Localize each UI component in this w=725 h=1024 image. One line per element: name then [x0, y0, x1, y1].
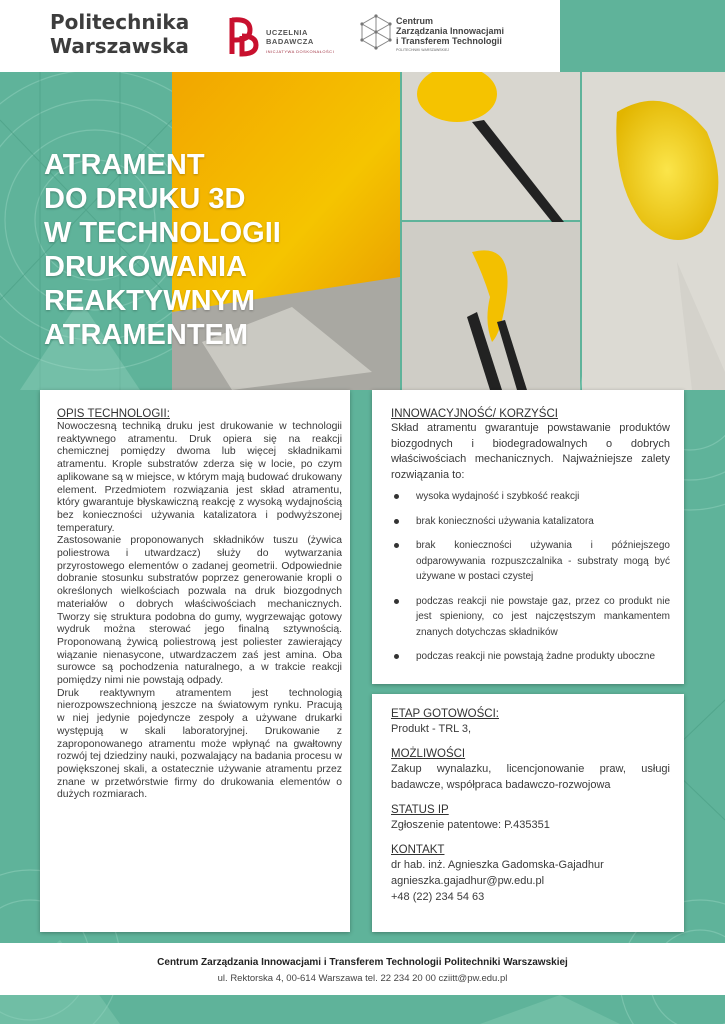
bullet-icon	[394, 654, 399, 659]
kontakt-phone[interactable]: +48 (22) 234 54 63	[391, 891, 485, 903]
politechnika-logo	[50, 10, 189, 58]
centrum-logo	[360, 14, 560, 62]
politechnika-logo-line2: Warszawska	[50, 34, 189, 58]
innowacyjnosc-intro: Skład atramentu gwarantuje powstawanie produktów biozgodnych i biodegradowalnych o dobrych właściwościach mechanicznych. Najważniejsze zalety rozwiązania to:	[391, 422, 670, 481]
innowacyjnosc-card	[372, 390, 684, 684]
title-line: REAKTYWNYM	[44, 285, 256, 317]
bullet-icon	[394, 519, 399, 524]
etap-text: Produkt - TRL 3,	[391, 723, 472, 735]
cz-line3: i Transferem Technologii	[396, 36, 502, 46]
cz-line1: Centrum	[396, 16, 434, 26]
bullet-icon	[394, 494, 399, 499]
network-icon	[360, 14, 392, 50]
details-card	[372, 694, 684, 932]
footer-address: ul. Rektorska 4, 00-614 Warszawa tel. 22 234 20 00 cziitt@pw.edu.pl	[217, 973, 508, 984]
cz-line2: Zarządzania Innowacjami	[396, 26, 505, 36]
footer	[0, 943, 725, 995]
ub-line1: UCZELNIA	[266, 28, 308, 37]
innowacyjnosc-heading: INNOWACYJNOŚĆ/ KORZYŚCI	[391, 408, 558, 420]
benefit-text: brak konieczności używania i późniejszego odparowywania rozpuszczalnika - substraty mogą być używane w postaci czystej	[416, 540, 670, 582]
kontakt-name: dr hab. inż. Agnieszka Gadomska-Gajadhur	[391, 859, 604, 871]
opis-heading: OPIS TECHNOLOGII:	[57, 408, 170, 420]
benefit-text: podczas reakcji nie powstaje gaz, przez co produkt nie jest spieniony, co jest najczęstszym mankamentem znanych dotychczas składników	[416, 595, 670, 638]
title-line: ATRAMENT	[44, 149, 205, 181]
mozliwosci-heading: MOŻLIWOŚCI	[391, 748, 466, 760]
etap-heading: ETAP GOTOWOŚCI:	[391, 708, 499, 720]
kontakt-heading: KONTAKT	[391, 844, 445, 856]
politechnika-logo-line1: Politechnika	[50, 10, 190, 34]
title-line: DO DRUKU 3D	[44, 183, 246, 215]
status-text: Zgłoszenie patentowe: P.435351	[391, 819, 550, 831]
title-line: ATRAMENTEM	[44, 319, 249, 351]
benefit-text: brak konieczności używania katalizatora	[416, 515, 594, 527]
list-item	[391, 489, 670, 505]
opis-paragraph: Zastosowanie proponowanych składników tuszu (żywica poliestrowa i utwardzacz) służy do wytwarzania przyrostowego elementów o zadanej geometrii. Odpowiednie dobranie stosunku substratów poprzez generowanie kropli o określonych wielkościach pozwala na druk biozgodnych materiałów o dobrych właściwościach mechanicznych. Tworzy się struktura podobna do gumy, wygrzewając gotowy wydruk można sterować jego finalną sztywnością. Proponowaną żywicą poliestrową jest poliester zawierający wiązanie nienasycone, utwardzaczem zaś jest amina. Oba surowce są pochodzenia naturalnego, a w trakcie reakcji pomiędzy nimi nie powstają odpady.	[57, 535, 342, 687]
kontakt-email[interactable]: agnieszka.gajadhur@pw.edu.pl	[391, 875, 545, 887]
title-line: W TECHNOLOGII	[44, 217, 281, 249]
bullet-icon	[394, 543, 399, 548]
cz-sub: POLITECHNIKI WARSZAWSKIEJ	[396, 48, 450, 52]
page-title	[44, 148, 374, 352]
opis-card	[40, 390, 350, 932]
status-heading: STATUS IP	[391, 804, 449, 816]
benefits-list	[391, 489, 670, 665]
mozliwosci-text: Zakup wynalazku, licencjonowanie praw, usługi badawcze, współpraca badawczo-rozwojowa	[391, 763, 670, 791]
opis-paragraph: Druk reaktywnym atramentem jest technologią nierozpowszechnioną jeszcze na światowym rynku. Pracują w niej jedynie pojedyncze zespoły a używane drukarki występują w skali laboratoryjnej. Drukowanie z zaproponowanego atramentu może wpłynąć na gwałtowny rozwój tej dziedziny nauki, pozwalający na badania procesu w powiększonej skali, a ostatecznie używanie atramentu przez znane w przetwórstwie firmy do drukowania elementów o dużych rozmiarach.	[57, 687, 342, 801]
opis-paragraph: Nowoczesną techniką druku jest drukowanie w technologii reaktywnego atramentu. Druk opiera się na reakcji chemicznej pomiędzy dwoma lub więcej składnikami atramentu. Krople substratów zderza się w locie, po czym aplikowane są w miejsce, w którym mają budować drukowany element. Przedmiotem rozwiązania jest skład atramentu, który gwarantuje błyskawiczną reakcję z wysoką wydajnością bez konieczności używania katalizatora i podwyższonej temperatury.	[57, 421, 342, 534]
ub-sub: INICJATYWA DOSKONAŁOŚCI	[266, 49, 335, 54]
ub-mark-icon	[226, 14, 260, 58]
ub-line2: BADAWCZA	[266, 37, 314, 46]
list-item	[391, 538, 670, 585]
uczelnia-badawcza-logo	[226, 14, 336, 62]
bullet-icon	[394, 599, 399, 604]
list-item	[391, 514, 670, 530]
list-item	[391, 649, 670, 665]
benefit-text: wysoka wydajność i szybkość reakcji	[416, 491, 580, 502]
benefit-text: podczas reakcji nie powstają żadne produkty uboczne	[416, 651, 656, 662]
list-item	[391, 594, 670, 641]
title-line: DRUKOWANIA	[44, 251, 247, 283]
footer-org: Centrum Zarządzania Innowacjami i Transferem Technologii Politechniki Warszawskiej	[157, 957, 568, 968]
header-bar	[0, 0, 560, 72]
